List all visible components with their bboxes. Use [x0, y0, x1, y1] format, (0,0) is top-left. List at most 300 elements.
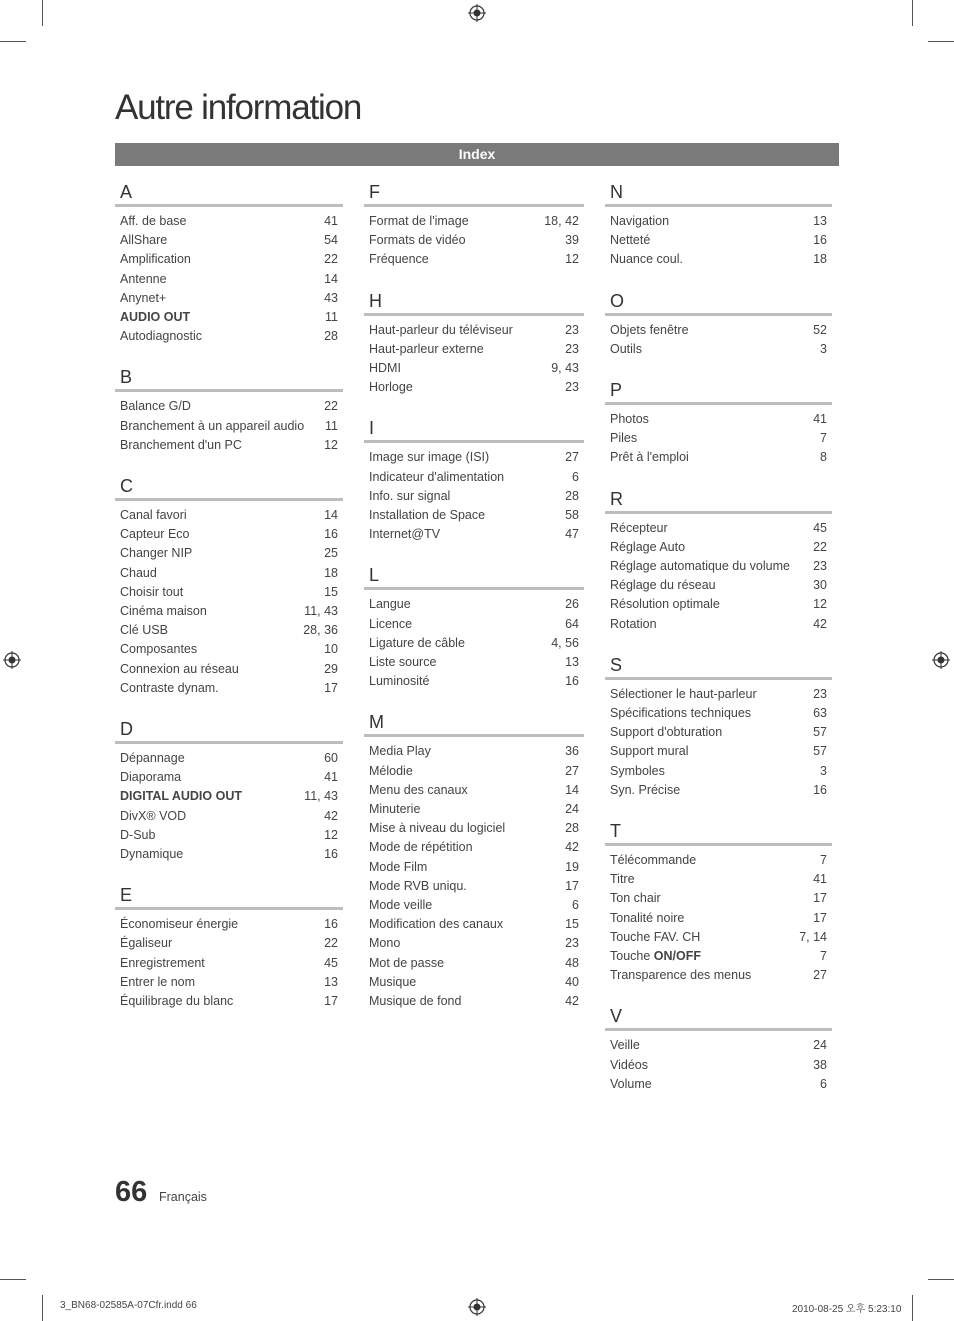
- entry-name: [369, 321, 513, 340]
- entry-page: 42: [324, 808, 338, 823]
- section-letter: R: [610, 488, 623, 509]
- entry-name-text: Mélodie: [369, 763, 413, 778]
- entry-name-text: D-Sub: [120, 827, 156, 842]
- entry-page: 3: [820, 763, 827, 778]
- language-label: Français: [159, 1190, 207, 1204]
- index-entry: [605, 1056, 832, 1075]
- index-entry: [605, 704, 832, 723]
- entry-name: [120, 749, 185, 768]
- entry-name-text: Mode RVB uniqu.: [369, 878, 467, 893]
- index-entry: [364, 800, 584, 819]
- entry-name-text: Entrer le nom: [120, 974, 196, 989]
- entry-page: 19: [565, 859, 579, 874]
- index-entry: [115, 807, 343, 826]
- section-letter: H: [369, 290, 382, 311]
- entry-page: 12: [565, 252, 579, 267]
- index-entry: [605, 781, 832, 800]
- entry-name: [120, 270, 167, 289]
- entry-name: [610, 538, 685, 557]
- crop-mark: [928, 1279, 954, 1280]
- entry-name: [610, 519, 668, 538]
- index-entry: [605, 519, 832, 538]
- entry-name: [610, 321, 689, 340]
- entry-name-text: Veille: [610, 1038, 640, 1053]
- index-entry: [364, 615, 584, 634]
- section-rule: [605, 1028, 832, 1031]
- entry-name: [610, 231, 650, 250]
- entry-page: 22: [324, 399, 338, 414]
- entry-page: 23: [813, 559, 827, 574]
- entry-name-text: Touche: [610, 949, 654, 964]
- entry-page: 12: [324, 827, 338, 842]
- entry-name-text: Égaliseur: [120, 936, 173, 951]
- entry-page: 13: [324, 974, 338, 989]
- entry-name: [120, 602, 207, 621]
- entry-name-text: HDMI: [369, 361, 401, 376]
- index-entry: [364, 838, 584, 857]
- index-entry: [115, 231, 343, 250]
- index-entry: [115, 583, 343, 602]
- entry-name-text: Netteté: [610, 233, 651, 248]
- entry-name: [369, 653, 436, 672]
- section-rule: [115, 498, 343, 501]
- index-entry: [115, 660, 343, 679]
- index-entry: [605, 742, 832, 761]
- entry-name: [369, 800, 420, 819]
- entry-name-text: Internet@TV: [369, 527, 441, 542]
- index-entry: [364, 525, 584, 544]
- entry-page: 15: [324, 584, 338, 599]
- entry-name: [369, 525, 440, 544]
- slug-filename: 3_BN68-02585A-07Cfr.indd 66: [60, 1300, 197, 1311]
- entry-name: [120, 212, 187, 231]
- entry-name: [610, 947, 701, 966]
- entry-name-text: Nuance coul.: [610, 252, 683, 267]
- index-column-3: [605, 181, 832, 1114]
- entry-name-text: Menu des canaux: [369, 782, 468, 797]
- index-entry: [364, 212, 584, 231]
- entry-name: [120, 231, 167, 250]
- entry-name-text: Haut-parleur externe: [369, 341, 484, 356]
- entry-name: [120, 845, 183, 864]
- index-entry: [115, 640, 343, 659]
- entry-name-text: Piles: [610, 431, 638, 446]
- entry-page: 16: [324, 847, 338, 862]
- section-rule: [115, 204, 343, 207]
- entry-name-text: Mot de passe: [369, 955, 445, 970]
- entry-name-text: Réglage Auto: [610, 539, 686, 554]
- index-entry: [364, 896, 584, 915]
- entry-name-text: Luminosité: [369, 674, 430, 689]
- entry-name-text: Haut-parleur du téléviseur: [369, 322, 513, 337]
- entry-name-text: Navigation: [610, 214, 670, 228]
- index-entry: [605, 340, 832, 359]
- section-rule: [364, 587, 584, 590]
- index-entry: [364, 672, 584, 691]
- entry-name: [610, 576, 716, 595]
- index-entry: [115, 289, 343, 308]
- entry-page: 47: [565, 527, 579, 542]
- entry-name: [610, 1075, 652, 1094]
- index-entry: [115, 915, 343, 934]
- index-entry: [605, 685, 832, 704]
- entry-name-text: Balance G/D: [120, 399, 191, 414]
- index-entry: [115, 270, 343, 289]
- section-rule: [364, 204, 584, 207]
- entry-name-text: Choisir tout: [120, 584, 184, 599]
- index-entry: [115, 506, 343, 525]
- entry-name-text: Modification des canaux: [369, 917, 504, 932]
- entry-name: [369, 915, 503, 934]
- index-section: [605, 181, 832, 270]
- entry-name: [120, 436, 242, 455]
- index-entry: [364, 877, 584, 896]
- section-letter: D: [120, 719, 133, 740]
- index-entry: [605, 762, 832, 781]
- section-letter: I: [369, 418, 375, 439]
- entry-page: 11: [325, 418, 338, 433]
- entry-page: 22: [324, 936, 338, 951]
- section-letter: E: [120, 885, 133, 906]
- entry-page: 45: [324, 955, 338, 970]
- entry-page: 16: [813, 782, 827, 797]
- entry-page: 7: [820, 949, 827, 964]
- entry-name-text: Branchement d'un PC: [120, 437, 242, 452]
- entry-name: [610, 928, 700, 947]
- index-entry: [364, 448, 584, 467]
- index-entry: [605, 429, 832, 448]
- entry-name-text: Télécommande: [610, 853, 697, 868]
- entry-name: [610, 1036, 640, 1055]
- index-entry: [115, 992, 343, 1011]
- entry-name: [120, 934, 172, 953]
- entry-page: 9, 43: [551, 361, 579, 376]
- entry-name: [610, 685, 757, 704]
- index-entry: [364, 653, 584, 672]
- entry-page: 24: [565, 802, 579, 817]
- index-section: [605, 290, 832, 359]
- entry-page: 6: [572, 898, 579, 913]
- entry-name: [369, 954, 444, 973]
- entry-name-text: Info. sur signal: [369, 488, 451, 503]
- entry-name-text: Installation de Space: [369, 508, 486, 523]
- entry-name-text: Photos: [610, 412, 649, 427]
- section-letter: N: [610, 182, 623, 202]
- entry-page: 13: [813, 214, 827, 228]
- entry-name-text: Outils: [610, 341, 642, 356]
- entry-name-text: Mode Film: [369, 859, 428, 874]
- entry-name: [369, 992, 461, 1011]
- entry-page: 15: [565, 917, 579, 932]
- index-entry: [115, 934, 343, 953]
- entry-name-text: Contraste dynam.: [120, 680, 219, 695]
- section-letter: M: [369, 712, 384, 733]
- entry-name: [369, 595, 411, 614]
- entry-name-text: Ton chair: [610, 891, 661, 906]
- entry-page: 54: [324, 233, 338, 248]
- index-entry: [364, 954, 584, 973]
- entry-page: 14: [324, 271, 338, 286]
- entry-name: [610, 410, 649, 429]
- section-rule: [605, 511, 832, 514]
- entry-page: 58: [565, 508, 579, 523]
- entry-name-text: Liste source: [369, 655, 437, 670]
- entry-name-text: Anynet+: [120, 290, 167, 305]
- entry-name: [120, 992, 233, 1011]
- entry-name: [120, 327, 202, 346]
- section-letter: C: [120, 476, 133, 497]
- entry-page: 16: [324, 917, 338, 932]
- entry-name-text: Prêt à l'emploi: [610, 450, 689, 465]
- index-column-2: [364, 181, 584, 1031]
- registration-mark-icon: [932, 651, 950, 669]
- entry-name-text: Horloge: [369, 380, 413, 395]
- entry-name: [610, 615, 657, 634]
- entry-page: 42: [813, 616, 827, 631]
- entry-name: [369, 781, 468, 800]
- section-rule: [364, 313, 584, 316]
- entry-page: 7: [820, 853, 827, 868]
- index-entry: [605, 250, 832, 269]
- entry-page: 13: [565, 655, 579, 670]
- registration-mark-icon: [3, 651, 21, 669]
- entry-page: 24: [813, 1038, 827, 1053]
- index-entry: [115, 544, 343, 563]
- entry-name-text: Musique de fond: [369, 994, 462, 1009]
- index-entry: [605, 538, 832, 557]
- entry-name-text: Touche FAV. CH: [610, 929, 701, 944]
- entry-name-text: Transparence des menus: [610, 968, 752, 983]
- entry-page: 41: [813, 412, 827, 427]
- entry-page: 48: [565, 955, 579, 970]
- entry-name: [369, 448, 489, 467]
- index-section: [115, 884, 343, 1011]
- entry-page: 16: [813, 233, 827, 248]
- entry-name-text: Clé USB: [120, 623, 168, 638]
- entry-name: [120, 417, 304, 436]
- entry-name: [120, 506, 187, 525]
- entry-name-text: Musique: [369, 974, 417, 989]
- index-entry: [605, 909, 832, 928]
- index-section: [605, 488, 832, 634]
- index-entry: [364, 321, 584, 340]
- entry-page: 14: [324, 508, 338, 523]
- index-entry: [364, 915, 584, 934]
- entry-name-text: Mode de répétition: [369, 840, 473, 855]
- index-entry: [605, 889, 832, 908]
- entry-name-text: AUDIO OUT: [120, 310, 191, 325]
- entry-name: [369, 212, 469, 231]
- entry-page: 17: [324, 680, 338, 695]
- entry-page: 41: [324, 770, 338, 785]
- entry-page: 23: [565, 936, 579, 951]
- entry-name: [369, 359, 401, 378]
- entry-page: 38: [813, 1057, 827, 1072]
- section-letter: F: [369, 182, 380, 202]
- entry-name-text: Format de l'image: [369, 214, 469, 228]
- entry-name: [610, 870, 635, 889]
- entry-name: [610, 448, 689, 467]
- index-entry: [115, 768, 343, 787]
- entry-name-text: Mode veille: [369, 898, 433, 913]
- crop-mark: [912, 1295, 913, 1321]
- entry-name: [120, 397, 191, 416]
- entry-name-text: Réglage du réseau: [610, 578, 716, 593]
- entry-page: 28: [565, 488, 579, 503]
- index-section: [364, 290, 584, 398]
- entry-name-text: Réglage automatique du volume: [610, 559, 790, 574]
- entry-name: [120, 768, 181, 787]
- entry-name: [369, 634, 465, 653]
- section-letter: P: [610, 380, 623, 401]
- index-section: [364, 564, 584, 691]
- entry-page: 36: [565, 744, 579, 759]
- entry-name-text: Syn. Précise: [610, 782, 681, 797]
- entry-page: 17: [565, 878, 579, 893]
- entry-page: 57: [813, 744, 827, 759]
- entry-name: [610, 429, 637, 448]
- entry-name: [369, 340, 484, 359]
- index-entry: [605, 723, 832, 742]
- entry-page: 42: [565, 840, 579, 855]
- entry-name-text: Media Play: [369, 744, 431, 759]
- entry-name: [369, 487, 450, 506]
- entry-page: 14: [565, 782, 579, 797]
- index-entry: [115, 973, 343, 992]
- entry-name: [610, 762, 665, 781]
- entry-page: 18: [813, 252, 827, 267]
- index-entry: [115, 436, 343, 455]
- entry-name-text: Connexion au réseau: [120, 661, 239, 676]
- index-entry: [364, 992, 584, 1011]
- entry-name-text: AllShare: [120, 233, 168, 248]
- entry-name: [120, 544, 192, 563]
- index-entry: [605, 851, 832, 870]
- page-title: Autre information: [115, 88, 362, 127]
- entry-page: 28: [565, 821, 579, 836]
- entry-page: 4, 56: [551, 635, 579, 650]
- entry-name-text: Branchement à un appareil audio: [120, 418, 305, 433]
- entry-name-text: Récepteur: [610, 520, 668, 535]
- index-entry: [115, 327, 343, 346]
- index-entry: [115, 954, 343, 973]
- entry-name: [369, 742, 431, 761]
- index-entry: [364, 781, 584, 800]
- entry-name: [610, 781, 680, 800]
- entry-page: 17: [324, 994, 338, 1009]
- index-entry: [605, 966, 832, 985]
- entry-page: 16: [324, 527, 338, 542]
- entry-name: [610, 595, 720, 614]
- crop-mark: [912, 0, 913, 26]
- entry-name-text: Résolution optimale: [610, 597, 720, 612]
- registration-mark-icon: [468, 4, 486, 22]
- index-entry: [605, 448, 832, 467]
- index-entry: [364, 378, 584, 397]
- entry-name-text: Symboles: [610, 763, 665, 778]
- entry-page: 16: [565, 674, 579, 689]
- index-section: [364, 417, 584, 544]
- index-entry: [364, 250, 584, 269]
- entry-name-text: Spécifications techniques: [610, 706, 752, 721]
- crop-mark: [42, 1295, 43, 1321]
- section-rule: [364, 734, 584, 737]
- entry-name-text: Dépannage: [120, 751, 185, 766]
- entry-name-text: DIGITAL AUDIO OUT: [120, 789, 242, 804]
- entry-name-text: Langue: [369, 597, 411, 612]
- index-entry: [605, 870, 832, 889]
- section-rule: [115, 907, 343, 910]
- entry-page: 23: [565, 380, 579, 395]
- entry-name-text: Support mural: [610, 744, 689, 759]
- section-letter: B: [120, 367, 133, 388]
- index-entry: [115, 826, 343, 845]
- entry-name: [610, 966, 751, 985]
- entry-name: [369, 250, 429, 269]
- section-letter: T: [610, 821, 621, 842]
- entry-name-text: Économiseur énergie: [120, 917, 239, 932]
- index-entry: [605, 231, 832, 250]
- entry-name: [369, 762, 413, 781]
- index-entry: [605, 576, 832, 595]
- entry-name: [369, 468, 504, 487]
- section-letter: V: [610, 1006, 623, 1027]
- entry-name: [120, 826, 155, 845]
- entry-page: 28, 36: [303, 623, 338, 638]
- entry-name: [369, 896, 432, 915]
- index-entry: [605, 595, 832, 614]
- index-entry: [364, 762, 584, 781]
- entry-name: [120, 807, 186, 826]
- entry-name: [120, 915, 238, 934]
- entry-page: 22: [813, 539, 827, 554]
- entry-name-text: Support d'obturation: [610, 725, 723, 740]
- index-entry: [605, 928, 832, 947]
- entry-page: 6: [820, 1076, 827, 1091]
- crop-mark: [0, 1279, 26, 1280]
- entry-page: 29: [324, 661, 338, 676]
- entry-name-text: Autodiagnostic: [120, 329, 203, 344]
- index-section: [605, 654, 832, 800]
- section-rule: [605, 677, 832, 680]
- entry-name-text: Volume: [610, 1076, 652, 1091]
- entry-page: 3: [820, 341, 827, 356]
- entry-page: 25: [324, 546, 338, 561]
- slug-timestamp: 2010-08-25 오후 5:23:10: [792, 1304, 902, 1315]
- entry-name: [610, 1056, 648, 1075]
- entry-page: 41: [813, 872, 827, 887]
- entry-name-text: Minuterie: [369, 802, 421, 817]
- crop-mark: [0, 41, 26, 42]
- entry-name: [610, 723, 722, 742]
- index-entry: [364, 858, 584, 877]
- entry-page: 11, 43: [304, 604, 338, 619]
- entry-page: 63: [813, 706, 827, 721]
- entry-page: 45: [813, 520, 827, 535]
- section-rule: [115, 741, 343, 744]
- index-section: [364, 181, 584, 270]
- entry-page: 41: [324, 214, 338, 228]
- index-entry: [605, 615, 832, 634]
- index-entry: [605, 212, 832, 231]
- section-letter: O: [610, 290, 625, 311]
- index-section: [605, 820, 832, 985]
- entry-name-text: Licence: [369, 616, 413, 631]
- entry-page: 7, 14: [799, 929, 827, 944]
- crop-mark: [42, 0, 43, 26]
- entry-page: 22: [324, 252, 338, 267]
- section-rule: [605, 402, 832, 405]
